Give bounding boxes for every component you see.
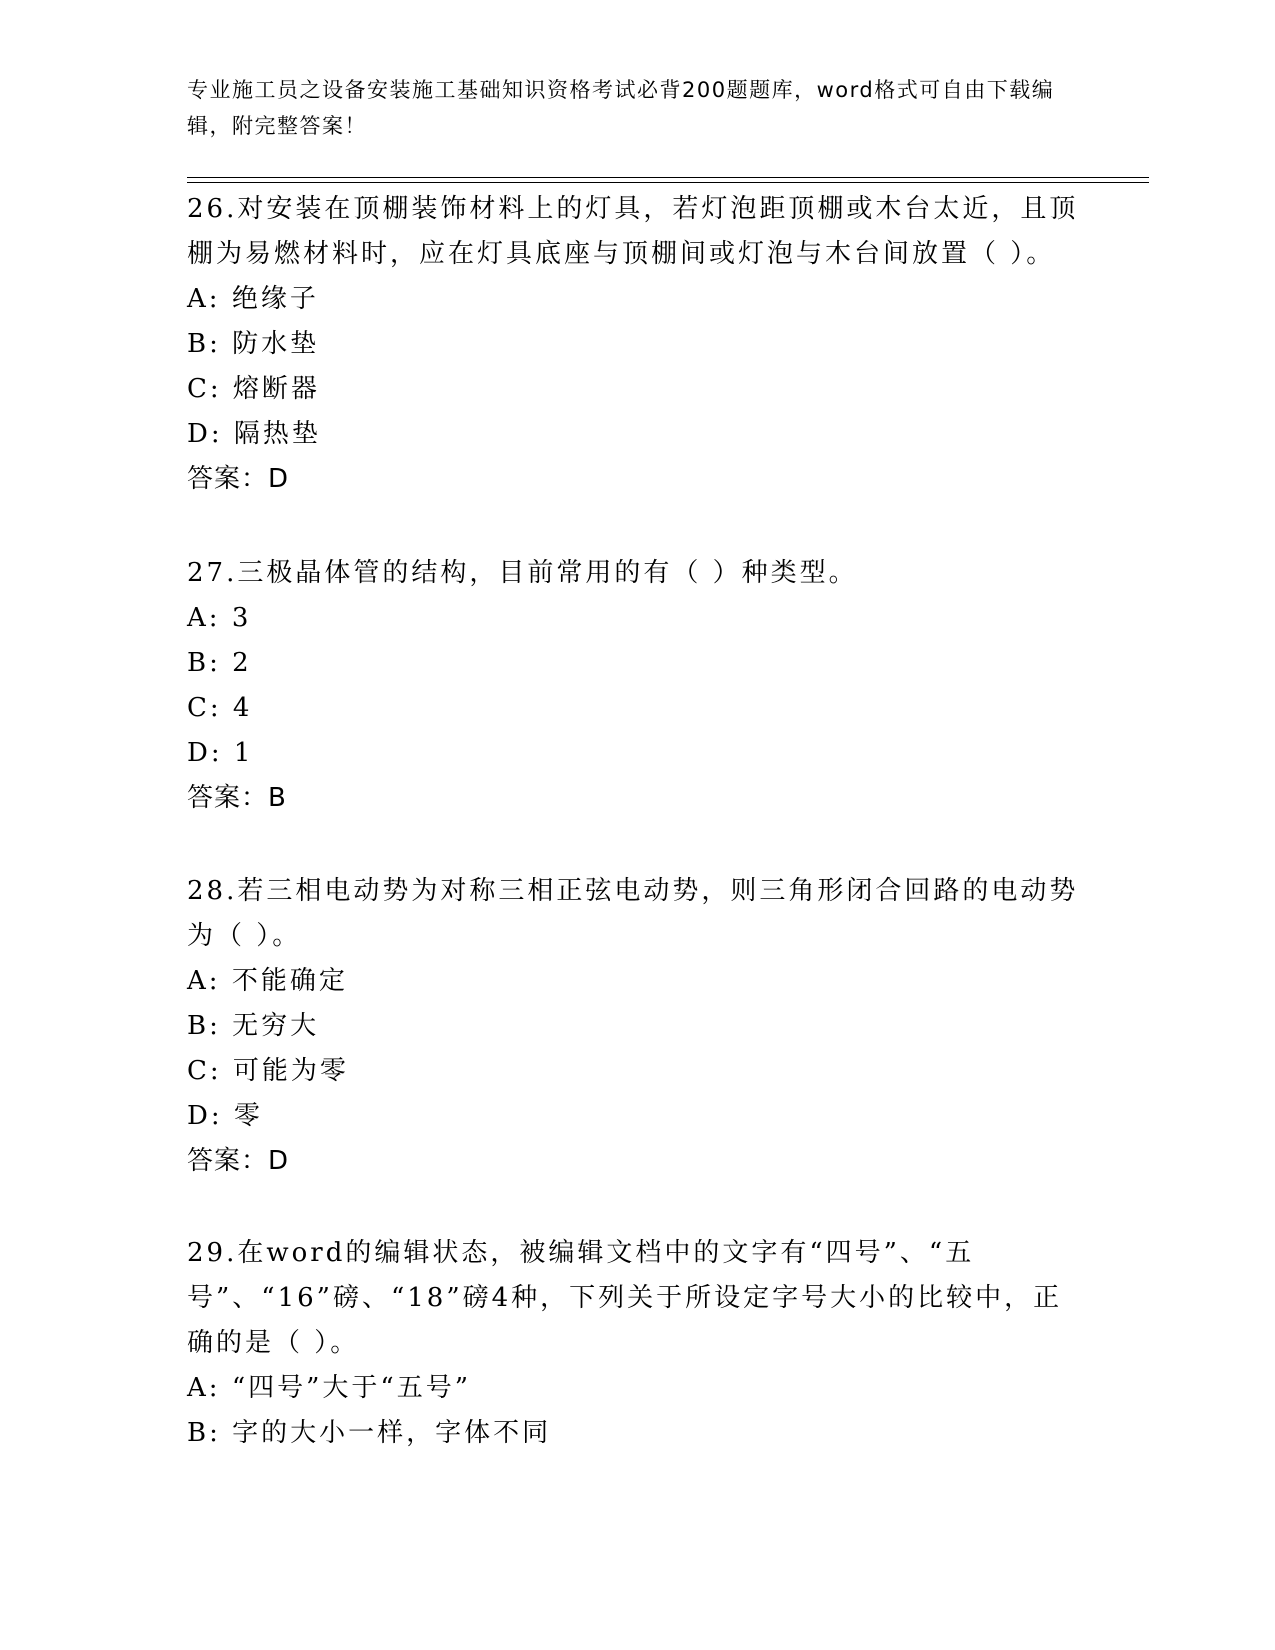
option-text: 熔断器 xyxy=(232,374,320,404)
option-text: 3 xyxy=(231,603,252,633)
question-number: 26. xyxy=(187,194,238,224)
answer-value: D xyxy=(268,464,290,494)
option-text: 4 xyxy=(232,693,253,723)
option-d xyxy=(187,1094,1087,1139)
answer-label: 答案： xyxy=(187,783,269,813)
option-label: A: xyxy=(187,966,221,996)
option-c xyxy=(187,367,1087,412)
header-rule-top xyxy=(187,177,1149,178)
option-label: C: xyxy=(187,693,222,723)
question-26 xyxy=(187,187,1087,502)
option-text: 不能确定 xyxy=(231,966,348,996)
option-b xyxy=(187,1411,1087,1456)
option-a xyxy=(187,596,1087,641)
question-body: 对安装在顶棚装饰材料上的灯具，若灯泡距顶棚或木台太近，且顶棚为易燃材料时，应在灯具底座与顶棚间或灯泡与木台间放置（ ）。 xyxy=(187,194,1079,269)
option-a xyxy=(187,277,1087,322)
option-text: 零 xyxy=(233,1101,263,1131)
question-body: 三极晶体管的结构，目前常用的有（ ）种类型。 xyxy=(237,558,858,588)
option-text: 可能为零 xyxy=(232,1056,349,1086)
header-title: 专业施工员之设备安装施工基础知识资格考试必背200题题库，word格式可自由下载编辑，附完整答案！ xyxy=(187,78,1055,138)
option-label: D: xyxy=(187,1101,223,1131)
option-text: 绝缘子 xyxy=(231,284,319,314)
option-b xyxy=(187,641,1087,686)
option-label: B: xyxy=(187,1418,221,1448)
option-label: B: xyxy=(187,329,221,359)
option-text: 隔热垫 xyxy=(233,419,321,449)
option-text: 字的大小一样，字体不同 xyxy=(232,1418,552,1448)
option-label: A: xyxy=(187,1373,221,1403)
answer-line xyxy=(187,1139,1087,1184)
option-c xyxy=(187,1049,1087,1094)
answer-line xyxy=(187,776,1087,821)
question-number: 29. xyxy=(187,1238,238,1268)
option-label: A: xyxy=(187,603,221,633)
option-text: 2 xyxy=(232,648,252,678)
option-d xyxy=(187,412,1087,457)
question-29 xyxy=(187,1231,1087,1456)
question-body: 在word的编辑状态，被编辑文档中的文字有“四号”、“五号”、“16”磅、“18”磅4种，下列关于所设定字号大小的比较中，正确的是（ ）。 xyxy=(187,1238,1063,1358)
question-text xyxy=(187,187,1087,277)
option-text: 无穷大 xyxy=(232,1011,320,1041)
option-label: B: xyxy=(187,648,221,678)
option-label: B: xyxy=(187,1011,221,1041)
option-text: 防水垫 xyxy=(232,329,320,359)
option-a xyxy=(187,959,1087,1004)
option-d xyxy=(187,731,1087,776)
answer-label: 答案： xyxy=(187,1146,269,1176)
option-c xyxy=(187,686,1087,731)
option-label: C: xyxy=(187,374,222,404)
option-a xyxy=(187,1366,1087,1411)
option-text: 1 xyxy=(233,738,254,768)
question-28 xyxy=(187,869,1087,1184)
option-text: “四号”大于“五号” xyxy=(231,1373,471,1403)
question-text xyxy=(187,551,1087,596)
option-label: D: xyxy=(187,419,223,449)
option-b xyxy=(187,1004,1087,1049)
option-label: D: xyxy=(187,738,223,768)
header-rule-bottom xyxy=(187,182,1149,183)
answer-label: 答案： xyxy=(187,464,269,494)
option-label: C: xyxy=(187,1056,222,1086)
question-27 xyxy=(187,551,1087,821)
answer-value: D xyxy=(268,1146,290,1176)
question-text xyxy=(187,869,1087,959)
question-number: 27. xyxy=(187,558,238,588)
question-number: 28. xyxy=(187,876,238,906)
answer-line xyxy=(187,457,1087,502)
option-b xyxy=(187,322,1087,367)
document-header xyxy=(187,72,1067,144)
question-body: 若三相电动势为对称三相正弦电动势，则三角形闭合回路的电动势为（ ）。 xyxy=(187,876,1079,951)
answer-value: B xyxy=(268,783,287,813)
question-text xyxy=(187,1231,1087,1366)
option-label: A: xyxy=(187,284,221,314)
